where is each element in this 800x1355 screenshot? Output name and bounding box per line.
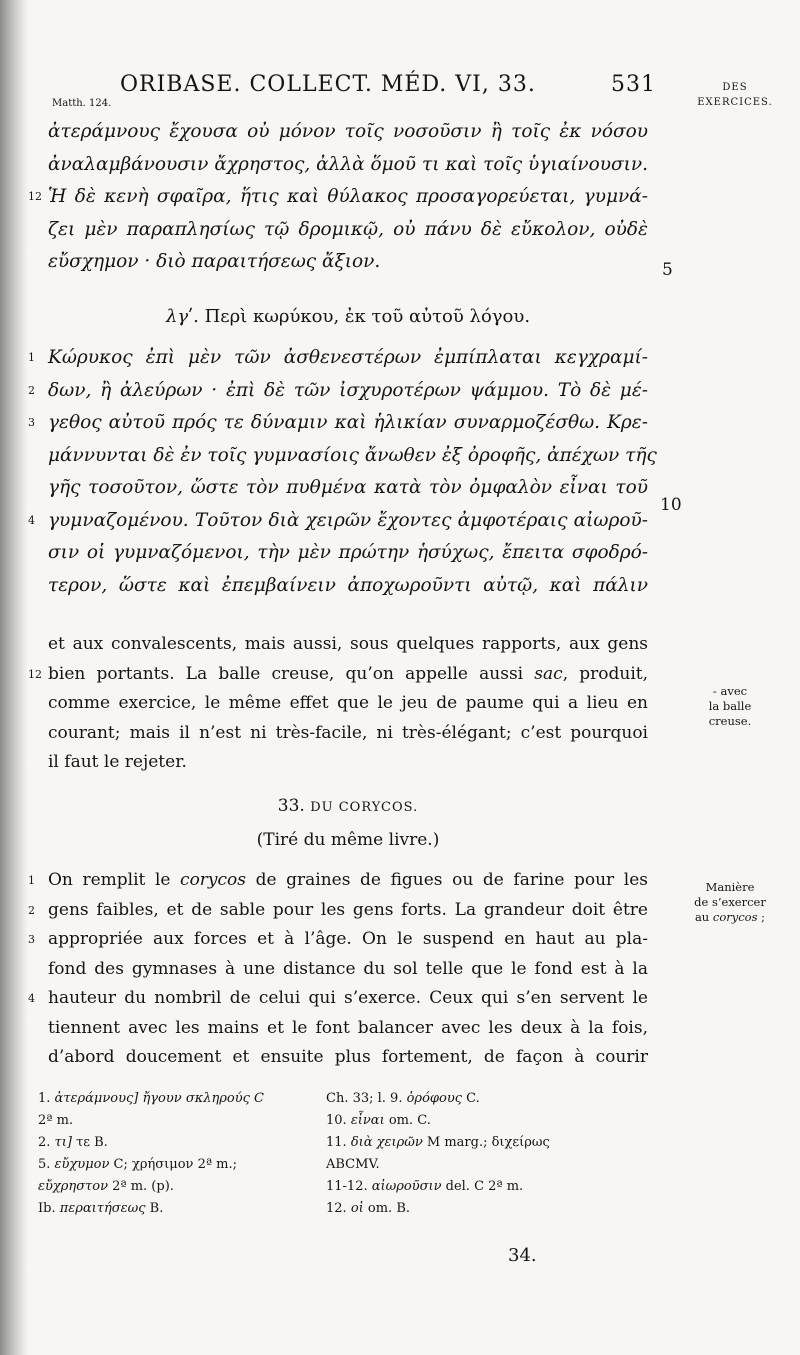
line-marker: 4 bbox=[28, 992, 35, 1005]
note-line: 10. εἶναι om. C. bbox=[326, 1113, 431, 1128]
note-line: Ib. περαιτήσεως B. bbox=[38, 1201, 164, 1216]
note-line: 1. ἀτεράμνους] ἤγουν σκληρούς C bbox=[38, 1091, 264, 1106]
note-line: Ch. 33; l. 9. ὀρόφους C. bbox=[326, 1091, 480, 1106]
side-section-title: DES EXERCICES. bbox=[697, 82, 773, 108]
line-marker: 3 bbox=[28, 416, 35, 429]
matth-reference: Matth. 124. bbox=[52, 98, 112, 109]
text-line: d’abord doucement et ensuite plus fortement, de façon à courir bbox=[48, 1047, 648, 1067]
note-line: 2ª m. bbox=[38, 1113, 74, 1128]
line-marker: 1 bbox=[28, 874, 35, 887]
text-line: il faut le rejeter. bbox=[48, 752, 187, 772]
line-number-5: 5 bbox=[662, 260, 673, 280]
text-line: 12 Ἡ δὲ κενὴ σφαῖρα, ἥτις καὶ θύλακος προσαγορεύεται, γυμνά- bbox=[48, 181, 648, 214]
running-title: ORIBASE. COLLECT. MÉD. VI, 33. bbox=[120, 72, 536, 97]
critical-notes-left bbox=[38, 1088, 338, 1220]
text-line: 4 γυμναζομένου. Τοῦτον διὰ χειρῶν ἔχοντες ἀμφοτέραις αἰωροῦ- bbox=[48, 505, 648, 538]
signature-mark: 34. bbox=[508, 1245, 537, 1266]
line-marker: 3 bbox=[28, 933, 35, 946]
text-line: εὔσχημον · διὸ παραιτήσεως ἄξιον. bbox=[48, 251, 381, 272]
note-line: ABCMV. bbox=[326, 1157, 380, 1172]
text-line: 3 γεθος αὐτοῦ πρός τε δύναμιν καὶ ἡλικίαν συναρμοζέσθω. Κρε- bbox=[48, 407, 648, 440]
line-marker: 4 bbox=[28, 513, 35, 527]
text-line: 1 On remplit le corycos de graines de figues ou de farine pour les bbox=[48, 866, 648, 896]
note-line: 11-12. αἰωροῦσιν del. C 2ª m. bbox=[326, 1179, 524, 1194]
text-line: 4 hauteur du nombril de celui qui s’exerce. Ceux qui s’en servent le bbox=[48, 984, 648, 1014]
text-line: 2 gens faibles, et de sable pour les gens forts. La grandeur doit être bbox=[48, 896, 648, 926]
text-line: 1 Κώρυκος ἐπὶ μὲν τῶν ἀσθενεστέρων ἐμπίπλαται κεγχραμί- bbox=[48, 342, 648, 375]
line-marker: 12 bbox=[28, 667, 42, 681]
text-line: et aux convalescents, mais aussi, sous quelques rapports, aux gens bbox=[48, 634, 648, 654]
text-line: ζει μὲν παραπλησίως τῷ δρομικῷ, οὐ πάνυ δὲ εὔκολον, οὐδὲ bbox=[48, 218, 648, 240]
note-line: 2. τι] τε B. bbox=[38, 1135, 108, 1150]
french-chapter-subtitle: (Tiré du même livre.) bbox=[256, 830, 440, 850]
text-line: 3 appropriée aux forces et à l’âge. On le suspend en haut au pla- bbox=[48, 925, 648, 955]
french-text-block-1 bbox=[28, 630, 649, 778]
text-line: γῆς τοσοῦτον, ὥστε τὸν πυθμένα κατὰ τὸν ὀμφαλὸν εἶναι τοῦ bbox=[48, 477, 648, 498]
page-gutter-shadow bbox=[0, 0, 28, 1355]
text-line: courant; mais il n’est ni très-facile, ni très-élégant; c’est pourquoi bbox=[48, 722, 648, 743]
text-line: 12 bien portants. La balle creuse, qu’on appelle aussi sac, produit, bbox=[48, 660, 648, 690]
text-line: comme exercice, le même effet que le jeu de paume qui a lieu en bbox=[48, 693, 648, 713]
line-marker: 2 bbox=[28, 383, 35, 397]
text-line: 2 δων, ἢ ἀλεύρων · ἐπὶ δὲ τῶν ἰσχυροτέρων ψάμμου. Τὸ δὲ μέ- bbox=[48, 375, 648, 408]
side-note-corycos: Manière de s’exercer au corycos ; bbox=[694, 880, 766, 924]
side-note-balle-creuse: - avec la balle creuse. bbox=[708, 684, 752, 728]
greek-text-block-2 bbox=[28, 342, 657, 602]
greek-chapter-title: λγʹ. Περὶ κωρύκου, ἐκ τοῦ αὐτοῦ λόγου. bbox=[165, 306, 531, 327]
line-marker: 12 bbox=[28, 190, 42, 203]
line-marker: 2 bbox=[28, 903, 35, 917]
note-line: 11. διὰ χειρῶν M marg.; διχείρως bbox=[326, 1135, 550, 1150]
running-header bbox=[120, 72, 660, 97]
note-line: εὔχρηστον 2ª m. (p). bbox=[38, 1179, 174, 1194]
french-text-block-2 bbox=[28, 866, 648, 1073]
text-line: ἀναλαμβάνουσιν ἄχρηστος, ἀλλὰ ὅμοῦ τι καὶ τοῖς ὑγιαίνουσιν. bbox=[48, 153, 648, 175]
greek-text-block-1 bbox=[28, 116, 648, 279]
text-line: ἀτεράμνους ἔχουσα οὐ μόνον τοῖς νοσοῦσιν ἢ τοῖς ἐκ νόσου bbox=[48, 121, 648, 142]
text-line: fond des gymnases à une distance du sol telle que le fond est à la bbox=[48, 958, 648, 979]
note-line: 12. οἱ om. B. bbox=[326, 1201, 411, 1216]
critical-notes-right bbox=[326, 1088, 666, 1220]
line-marker: 1 bbox=[28, 351, 35, 364]
page-number: 531 bbox=[611, 72, 656, 97]
text-line: σιν οἱ γυμναζόμενοι, τὴν μὲν πρώτην ἡσύχως, ἔπειτα σφοδρό- bbox=[48, 542, 648, 563]
line-number-10: 10 bbox=[660, 495, 682, 515]
text-line: τερον, ὥστε καὶ ἐπεμβαίνειν ἀποχωροῦντι αὐτῷ, καὶ πάλιν bbox=[48, 574, 648, 596]
french-chapter-title: 33. DU CORYCOS. bbox=[277, 796, 419, 816]
note-line: 5. εὔχυμον C; χρήσιμον 2ª m.; bbox=[38, 1157, 237, 1172]
text-line: tiennent avec les mains et le font balancer avec les deux à la fois, bbox=[48, 1017, 648, 1038]
text-line: μάννυνται δὲ ἐν τοῖς γυμνασίοις ἄνωθεν ἐξ ὀροφῆς, ἀπέχων τῆς bbox=[48, 444, 657, 466]
